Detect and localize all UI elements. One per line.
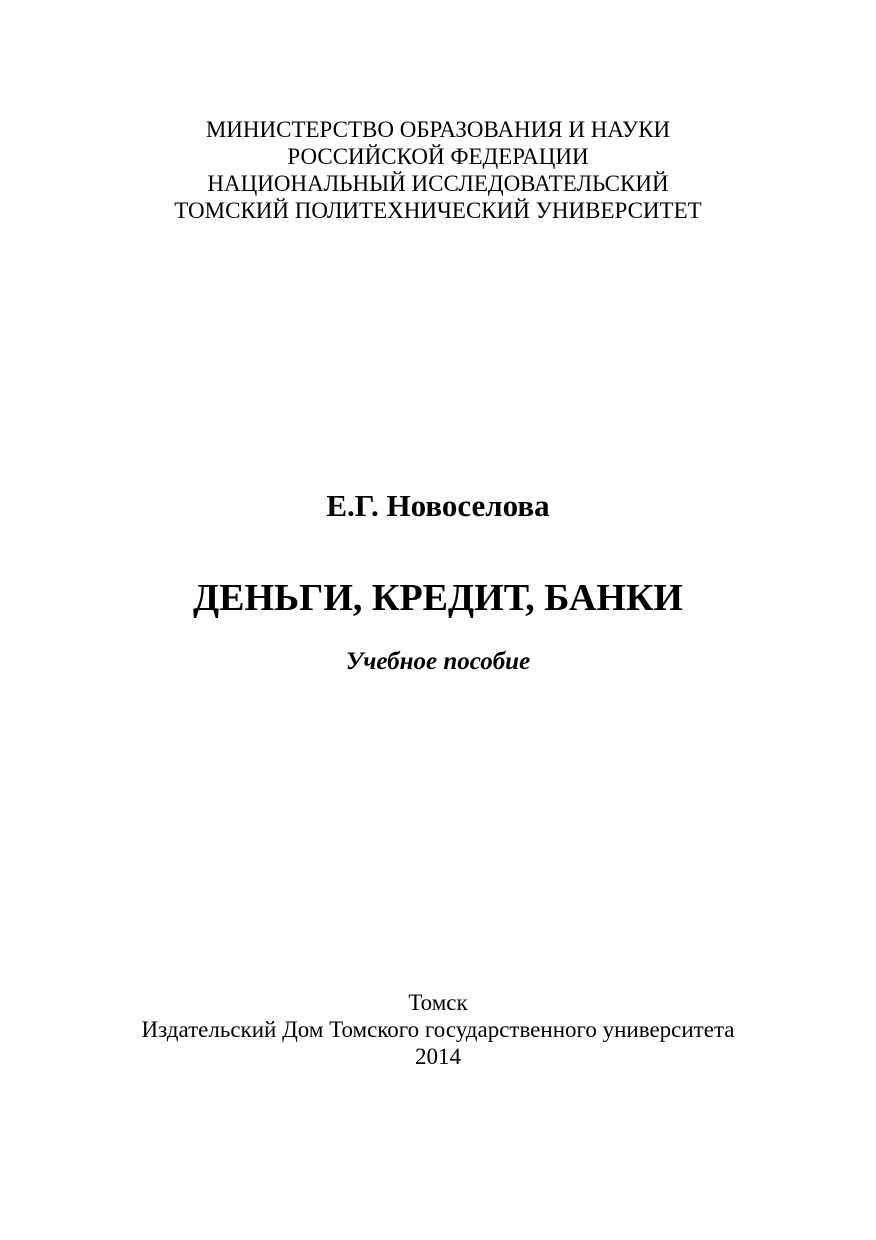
imprint-city: Томск — [408, 990, 468, 1015]
institution-header — [0, 116, 876, 224]
imprint-publisher: Издательский Дом Томского государственного университета — [141, 1017, 735, 1042]
author-name: Е.Г. Новоселова — [326, 488, 550, 523]
book-title: ДЕНЬГИ, КРЕДИТ, БАНКИ — [193, 577, 683, 619]
header-line-federation: РОССИЙСКОЙ ФЕДЕРАЦИИ — [287, 144, 589, 169]
header-line-national-research: НАЦИОНАЛЬНЫЙ ИССЛЕДОВАТЕЛЬСКИЙ — [207, 171, 669, 196]
imprint-year: 2014 — [415, 1044, 461, 1069]
header-line-university: ТОМСКИЙ ПОЛИТЕХНИЧЕСКИЙ УНИВЕРСИТЕТ — [174, 198, 702, 223]
header-line-ministry: МИНИСТЕРСТВО ОБРАЗОВАНИЯ И НАУКИ — [205, 117, 671, 142]
imprint — [0, 989, 876, 1070]
book-subtitle: Учебное пособие — [345, 648, 531, 675]
